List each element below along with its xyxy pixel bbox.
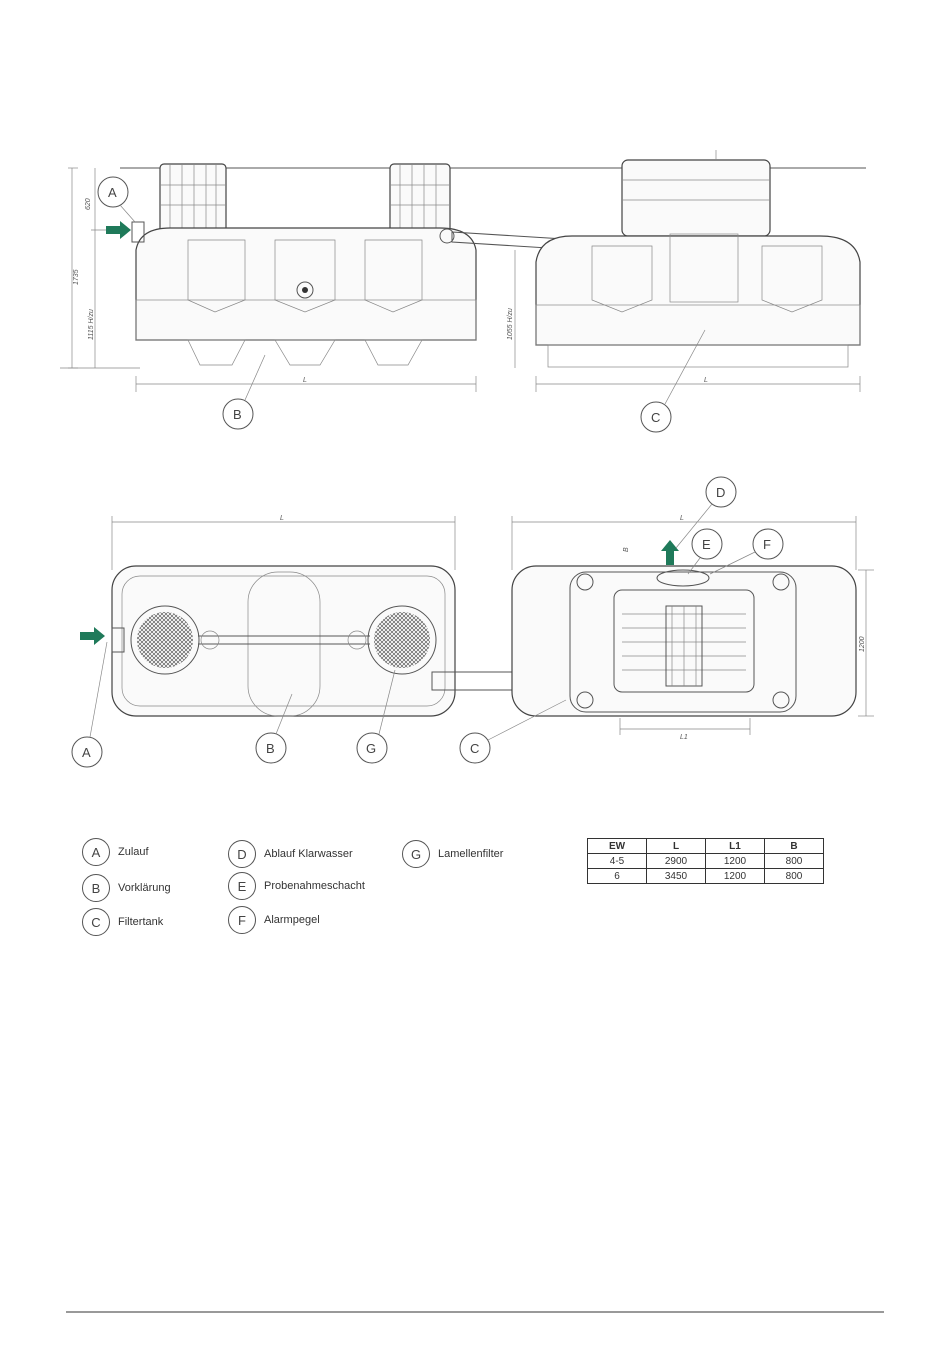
callout-c-top: C — [470, 741, 480, 756]
footer-divider — [66, 1311, 884, 1313]
legend-letter: G — [402, 840, 430, 868]
legend-label: Lamellenfilter — [438, 848, 504, 860]
legend-letter: C — [82, 908, 110, 936]
table-cell: 3450 — [647, 869, 706, 884]
dimensions-table — [587, 838, 824, 884]
table-cell: 800 — [765, 854, 824, 869]
dim-total-height: 1735 — [73, 269, 80, 285]
table-row — [588, 854, 824, 869]
pre-treatment-tank-top — [112, 566, 455, 716]
dim-outlet-height: 1055 H/zu — [507, 308, 514, 340]
filter-tank-side — [536, 150, 860, 367]
dim-length1: L1 — [680, 734, 688, 741]
dim-width-label: B — [623, 547, 630, 552]
legend-label: Alarmpegel — [264, 914, 320, 926]
legend — [82, 838, 542, 948]
callout-g: G — [366, 741, 377, 756]
legend-item-f — [228, 906, 320, 934]
table-row — [588, 869, 824, 884]
callout-b-side: B — [233, 407, 242, 422]
dim-length-top-right: L — [680, 515, 684, 522]
top-view — [72, 477, 874, 767]
callout-c-side: C — [651, 410, 661, 425]
table-header: EW — [588, 839, 647, 854]
table-header: B — [765, 839, 824, 854]
legend-letter: B — [82, 874, 110, 902]
table-header-row — [588, 839, 824, 854]
table-cell: 2900 — [647, 854, 706, 869]
legend-label: Zulauf — [118, 846, 149, 858]
callout-a-side: A — [108, 185, 117, 200]
callout-b-top: B — [266, 741, 275, 756]
table-cell: 6 — [588, 869, 647, 884]
dim-length-left: L — [303, 377, 307, 384]
table-cell: 1200 — [706, 854, 765, 869]
legend-letter: E — [228, 872, 256, 900]
dim-length-right: L — [704, 377, 708, 384]
table-cell: 1200 — [706, 869, 765, 884]
legend-letter: F — [228, 906, 256, 934]
pre-treatment-tank-side — [132, 164, 476, 365]
callout-a-top: A — [82, 745, 91, 760]
legend-label: Probenahmeschacht — [264, 880, 365, 892]
legend-item-c — [82, 908, 163, 936]
legend-label: Ablauf Klarwasser — [264, 848, 353, 860]
dim-inlet-height: 1115 H/zu — [88, 309, 95, 340]
outlet-arrow-top — [661, 540, 679, 565]
legend-letter: D — [228, 840, 256, 868]
legend-item-e — [228, 872, 365, 900]
legend-label: Vorklärung — [118, 882, 171, 894]
legend-item-a — [82, 838, 149, 866]
table-cell: 800 — [765, 869, 824, 884]
dim-width: 1200 — [859, 636, 866, 652]
legend-item-b — [82, 874, 171, 902]
callout-f: F — [763, 537, 771, 552]
inlet-arrow-top — [80, 627, 105, 645]
legend-label: Filtertank — [118, 916, 164, 928]
dim-length-top-left: L — [280, 515, 284, 522]
legend-item-g — [402, 840, 503, 868]
side-view — [60, 150, 866, 432]
legend-letter: A — [82, 838, 110, 866]
legend-item-d — [228, 840, 353, 868]
inlet-arrow — [106, 221, 131, 239]
dim-upper: 620 — [85, 198, 92, 210]
table-header: L1 — [706, 839, 765, 854]
callout-e: E — [702, 537, 711, 552]
callout-d: D — [716, 485, 726, 500]
table-header: L — [647, 839, 706, 854]
filter-tank-top — [512, 566, 856, 716]
table-cell: 4-5 — [588, 854, 647, 869]
